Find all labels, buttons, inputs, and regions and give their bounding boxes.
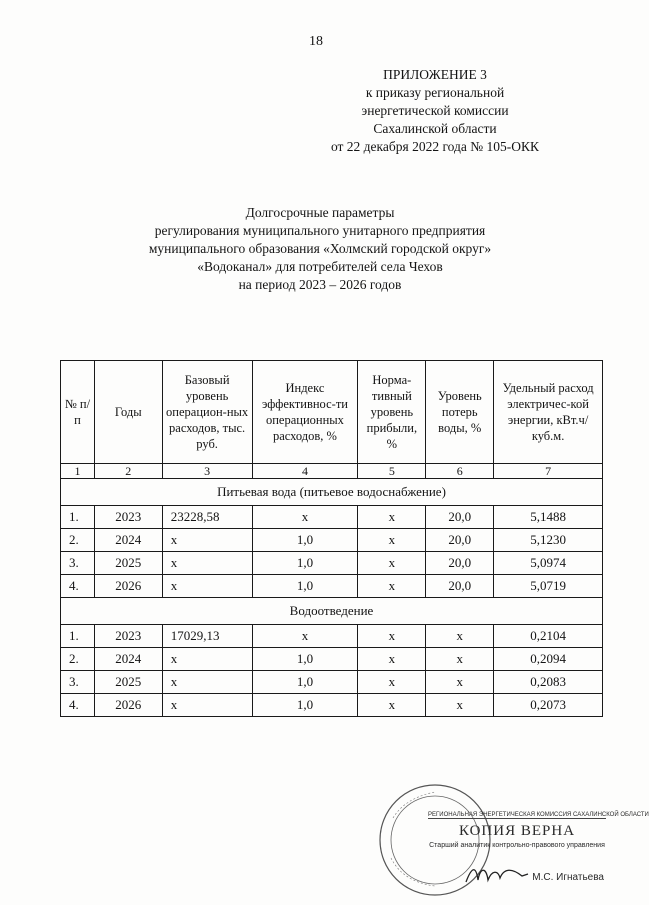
stamp-header: РЕГИОНАЛЬНАЯ ЭНЕРГЕТИЧЕСКАЯ КОМИССИЯ САХАЛИНСКОЙ ОБЛАСТИ <box>428 812 649 818</box>
cell-water-loss: х <box>426 671 494 694</box>
cell-number: 3. <box>61 671 95 694</box>
cell-base-opex: 17029,13 <box>162 625 252 648</box>
handwritten-signature <box>462 860 532 890</box>
cell-year: 2026 <box>94 694 162 717</box>
cell-profit-level: х <box>358 529 426 552</box>
table-row <box>61 648 603 671</box>
appendix-line: Сахалинской области <box>373 121 497 136</box>
cell-water-loss: 20,0 <box>426 529 494 552</box>
cell-base-opex: х <box>162 552 252 575</box>
cell-water-loss: х <box>426 648 494 671</box>
stamp-position: Старший аналитик контрольно-правового управления <box>429 842 605 849</box>
appendix-block <box>290 66 580 156</box>
stamp-title: КОПИЯ ВЕРНА <box>458 823 576 839</box>
cell-efficiency-index: 1,0 <box>252 529 358 552</box>
cell-efficiency-index: 1,0 <box>252 694 358 717</box>
column-number: 6 <box>426 464 494 479</box>
cell-number: 2. <box>61 529 95 552</box>
cell-water-loss: 20,0 <box>426 552 494 575</box>
title-line: «Водоканал» для потребителей села Чехов <box>197 259 443 274</box>
header-years: Годы <box>94 361 162 464</box>
title-line: на период 2023 – 2026 годов <box>238 277 402 292</box>
header-efficiency-index: Индекс эффективнос-ти операционных расходов, % <box>252 361 358 464</box>
cell-base-opex: х <box>162 648 252 671</box>
table-row <box>61 671 603 694</box>
cell-profit-level: х <box>358 648 426 671</box>
header-row <box>61 361 603 464</box>
cell-water-loss: х <box>426 625 494 648</box>
cell-year: 2024 <box>94 648 162 671</box>
cell-efficiency-index: 1,0 <box>252 552 358 575</box>
cell-year: 2024 <box>94 529 162 552</box>
cell-energy-consumption: 5,1488 <box>494 506 603 529</box>
cell-energy-consumption: 5,0719 <box>494 575 603 598</box>
section-row <box>61 479 603 506</box>
cell-energy-consumption: 0,2073 <box>494 694 603 717</box>
cell-profit-level: х <box>358 694 426 717</box>
cell-number: 4. <box>61 575 95 598</box>
table-row <box>61 575 603 598</box>
title-line: регулирования муниципального унитарного предприятия <box>154 223 486 238</box>
section-row <box>61 598 603 625</box>
table-row <box>61 694 603 717</box>
cell-number: 2. <box>61 648 95 671</box>
title-line: Долгосрочные параметры <box>245 205 395 220</box>
cell-energy-consumption: 5,0974 <box>494 552 603 575</box>
cell-profit-level: х <box>358 671 426 694</box>
appendix-line: от 22 декабря 2022 года № 105-ОКК <box>330 139 540 154</box>
cell-year: 2023 <box>94 506 162 529</box>
cell-base-opex: х <box>162 694 252 717</box>
cell-profit-level: х <box>358 575 426 598</box>
column-number: 1 <box>61 464 95 479</box>
cell-efficiency-index: 1,0 <box>252 671 358 694</box>
cell-energy-consumption: 0,2094 <box>494 648 603 671</box>
section-title: Питьевая вода (питьевое водоснабжение) <box>61 479 603 506</box>
column-number: 5 <box>358 464 426 479</box>
cell-efficiency-index: 1,0 <box>252 648 358 671</box>
cell-profit-level: х <box>358 506 426 529</box>
table-row <box>61 529 603 552</box>
cell-energy-consumption: 0,2083 <box>494 671 603 694</box>
column-numbers-row <box>61 464 603 479</box>
appendix-line: ПРИЛОЖЕНИЕ 3 <box>383 67 487 82</box>
column-number: 4 <box>252 464 358 479</box>
cell-number: 1. <box>61 625 95 648</box>
cell-year: 2025 <box>94 552 162 575</box>
cell-year: 2023 <box>94 625 162 648</box>
cell-efficiency-index: 1,0 <box>252 575 358 598</box>
column-number: 2 <box>94 464 162 479</box>
cell-base-opex: х <box>162 529 252 552</box>
section-title: Водоотведение <box>61 598 603 625</box>
cell-water-loss: х <box>426 694 494 717</box>
cell-energy-consumption: 0,2104 <box>494 625 603 648</box>
cell-number: 1. <box>61 506 95 529</box>
cell-water-loss: 20,0 <box>426 506 494 529</box>
cell-base-opex: 23228,58 <box>162 506 252 529</box>
cell-base-opex: х <box>162 671 252 694</box>
appendix-line: энергетической комиссии <box>361 103 509 118</box>
page-number: 18 <box>309 34 323 49</box>
cell-year: 2026 <box>94 575 162 598</box>
header-water-loss: Уровень потерь воды, % <box>426 361 494 464</box>
parameters-table <box>60 360 603 717</box>
table-row <box>61 552 603 575</box>
header-base-opex: Базовый уровень операцион-ных расходов, тыс. руб. <box>162 361 252 464</box>
column-number: 3 <box>162 464 252 479</box>
table-row <box>61 625 603 648</box>
cell-profit-level: х <box>358 552 426 575</box>
cell-efficiency-index: х <box>252 506 358 529</box>
column-number: 7 <box>494 464 603 479</box>
cell-number: 4. <box>61 694 95 717</box>
header-profit-level: Норма-тивный уровень прибыли, % <box>358 361 426 464</box>
cell-water-loss: 20,0 <box>426 575 494 598</box>
header-number: № п/п <box>61 361 95 464</box>
table-row <box>61 506 603 529</box>
appendix-line: к приказу региональной <box>365 85 505 100</box>
cell-base-opex: х <box>162 575 252 598</box>
cell-number: 3. <box>61 552 95 575</box>
stamp-name: М.С. Игнатьева <box>532 872 604 883</box>
header-energy-consumption: Удельный расход электричес-кой энергии, кВт.ч/куб.м. <box>494 361 603 464</box>
cell-efficiency-index: х <box>252 625 358 648</box>
cell-year: 2025 <box>94 671 162 694</box>
title-line: муниципального образования «Холмский городской округ» <box>148 241 492 256</box>
cell-profit-level: х <box>358 625 426 648</box>
document-title <box>60 204 580 294</box>
cell-energy-consumption: 5,1230 <box>494 529 603 552</box>
